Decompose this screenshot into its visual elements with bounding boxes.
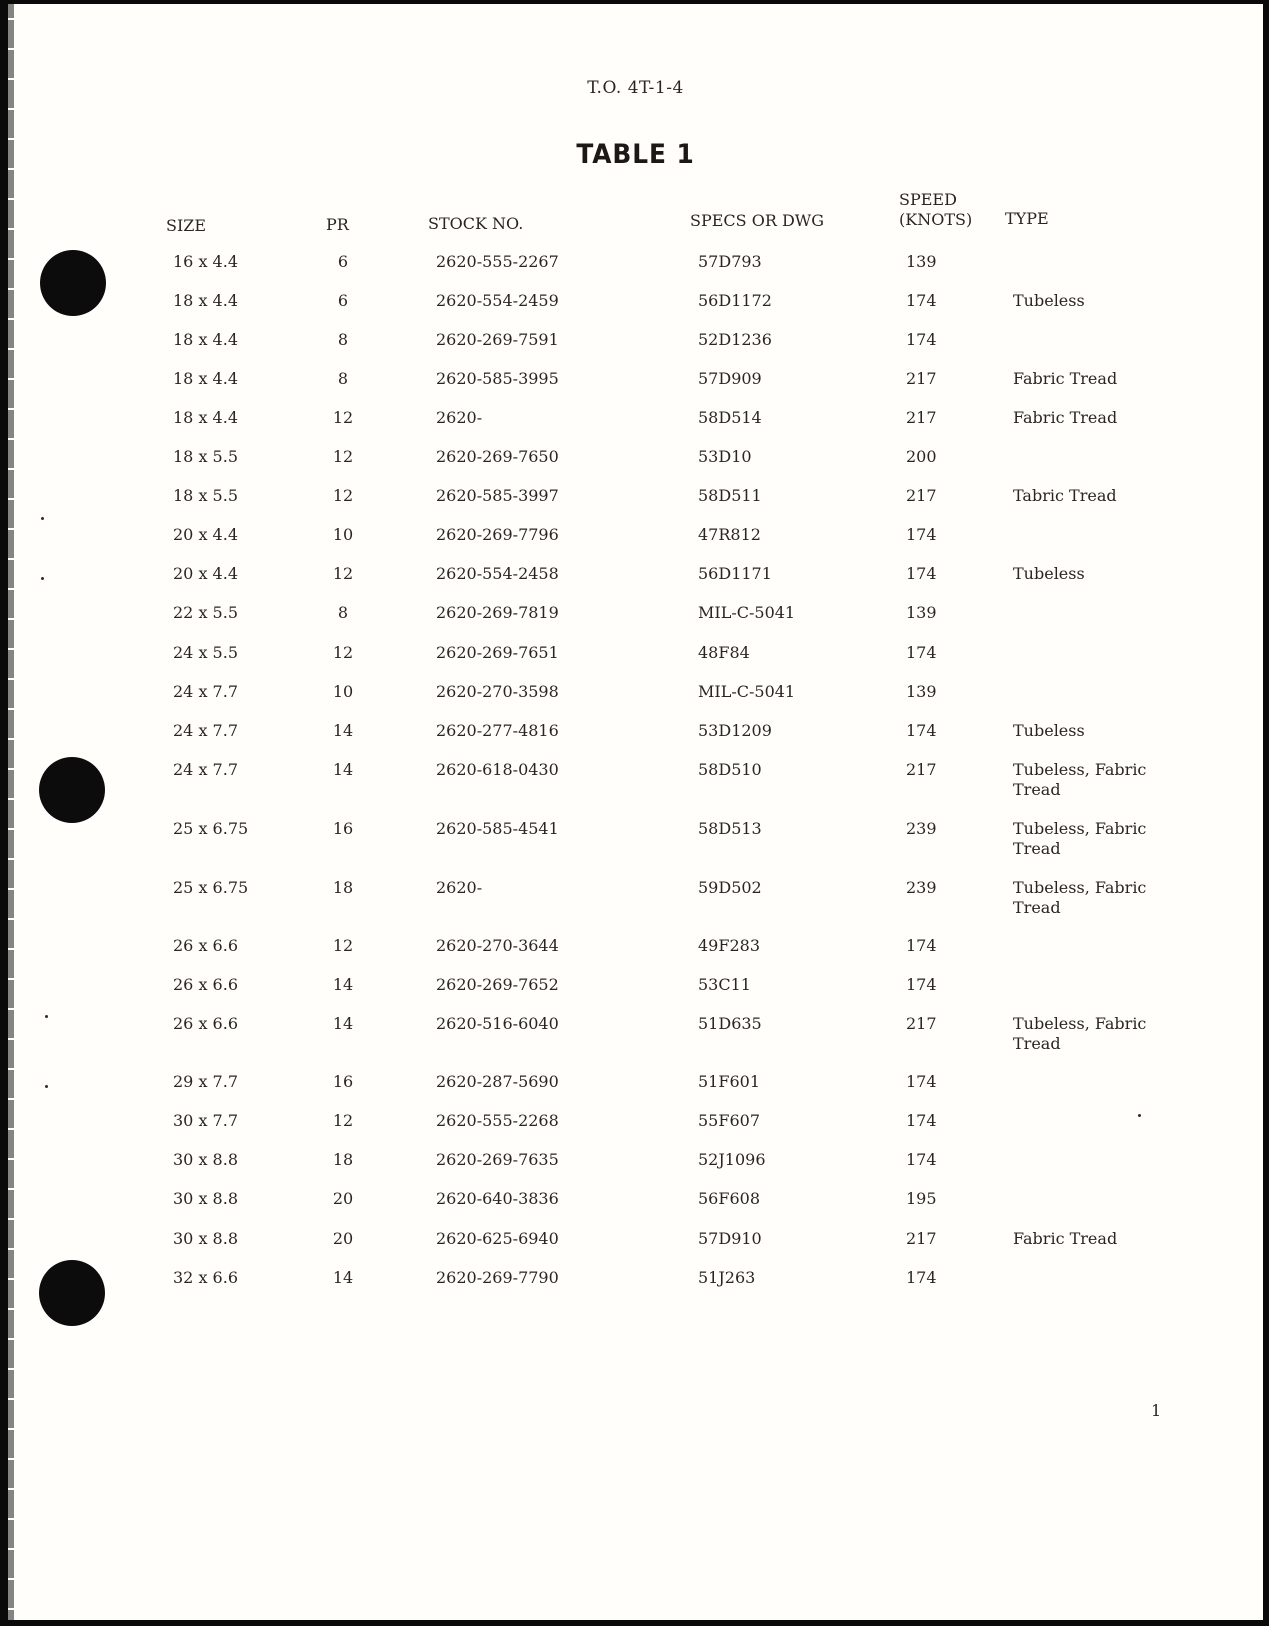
cell-speed: 174 [906, 643, 937, 662]
cell-pr: 14 [332, 721, 354, 740]
cell-stock-no: 2620-269-7650 [436, 447, 559, 466]
column-header-speed-line2: (KNOTS) [899, 210, 973, 229]
cell-speed: 139 [906, 252, 937, 271]
cell-type: Tabric Tread [1013, 486, 1117, 505]
cell-spec: 57D909 [698, 369, 762, 388]
cell-pr: 8 [337, 330, 349, 349]
cell-pr: 10 [332, 525, 354, 544]
cell-pr: 14 [332, 1014, 354, 1033]
cell-stock-no: 2620-269-7635 [436, 1150, 559, 1169]
cell-spec: 53D1209 [698, 721, 772, 740]
cell-spec: 52J1096 [698, 1150, 766, 1169]
tire-table [8, 4, 1263, 1620]
cell-size: 25 x 6.75 [173, 878, 249, 897]
cell-pr: 6 [337, 252, 349, 271]
cell-type: Tubeless, Fabric Tread [1013, 760, 1147, 799]
cell-type: Tubeless [1013, 291, 1085, 310]
cell-type: Tubeless [1013, 721, 1085, 740]
cell-pr: 18 [332, 878, 354, 897]
cell-size: 18 x 4.4 [173, 330, 238, 349]
cell-pr: 12 [332, 486, 354, 505]
cell-size: 18 x 4.4 [173, 369, 238, 388]
cell-spec: 58D511 [698, 486, 762, 505]
cell-size: 30 x 8.8 [173, 1150, 238, 1169]
cell-stock-no: 2620-516-6040 [436, 1014, 559, 1033]
cell-type: Fabric Tread [1013, 369, 1118, 388]
cell-size: 20 x 4.4 [173, 525, 238, 544]
cell-pr: 8 [337, 603, 349, 622]
cell-speed: 174 [906, 936, 937, 955]
cell-spec: 48F84 [698, 643, 750, 662]
cell-stock-no: 2620-269-7790 [436, 1268, 559, 1287]
cell-stock-no: 2620-618-0430 [436, 760, 559, 779]
cell-stock-no: 2620-555-2267 [436, 252, 559, 271]
cell-size: 30 x 8.8 [173, 1189, 238, 1208]
cell-speed: 174 [906, 525, 937, 544]
cell-stock-no: 2620-269-7819 [436, 603, 559, 622]
cell-size: 25 x 6.75 [173, 819, 249, 838]
cell-spec: 52D1236 [698, 330, 772, 349]
cell-pr: 12 [332, 936, 354, 955]
cell-pr: 14 [332, 760, 354, 779]
cell-pr: 12 [332, 408, 354, 427]
cell-speed: 217 [906, 760, 937, 779]
cell-spec: 58D514 [698, 408, 762, 427]
column-header-stock-no: STOCK NO. [428, 214, 524, 233]
cell-stock-no: 2620-640-3836 [436, 1189, 559, 1208]
cell-spec: 47R812 [698, 525, 761, 544]
cell-speed: 195 [906, 1189, 937, 1208]
cell-size: 22 x 5.5 [173, 603, 238, 622]
cell-stock-no: 2620-269-7651 [436, 643, 559, 662]
cell-speed: 174 [906, 291, 937, 310]
cell-stock-no: 2620-269-7591 [436, 330, 559, 349]
cell-spec: 57D793 [698, 252, 762, 271]
cell-type: Tubeless [1013, 564, 1085, 583]
cell-size: 24 x 7.7 [173, 682, 238, 701]
column-header-speed [899, 190, 972, 230]
cell-size: 26 x 6.6 [173, 975, 238, 994]
cell-speed: 217 [906, 1229, 937, 1248]
cell-speed: 200 [906, 447, 937, 466]
cell-speed: 174 [906, 1150, 937, 1169]
cell-pr: 20 [332, 1229, 354, 1248]
cell-pr: 12 [332, 447, 354, 466]
cell-pr: 16 [332, 1072, 354, 1091]
column-header-pr: PR [326, 215, 349, 234]
cell-size: 24 x 7.7 [173, 760, 238, 779]
cell-speed: 217 [906, 369, 937, 388]
cell-type: Tubeless, Fabric Tread [1013, 819, 1147, 858]
cell-stock-no: 2620-554-2458 [436, 564, 559, 583]
cell-pr: 6 [337, 291, 349, 310]
cell-speed: 174 [906, 1268, 937, 1287]
column-header-type: TYPE [1005, 209, 1049, 228]
cell-pr: 18 [332, 1150, 354, 1169]
cell-stock-no: 2620-270-3598 [436, 682, 559, 701]
cell-speed: 217 [906, 408, 937, 427]
cell-pr: 12 [332, 1111, 354, 1130]
cell-type: Tubeless, Fabric Tread [1013, 878, 1147, 917]
cell-speed: 174 [906, 564, 937, 583]
cell-stock-no: 2620-585-3997 [436, 486, 559, 505]
cell-size: 24 x 5.5 [173, 643, 238, 662]
cell-spec: 49F283 [698, 936, 760, 955]
cell-spec: 57D910 [698, 1229, 762, 1248]
page-number: 1 [1151, 1401, 1162, 1420]
column-header-size: SIZE [166, 216, 207, 235]
cell-size: 20 x 4.4 [173, 564, 238, 583]
cell-stock-no: 2620-555-2268 [436, 1111, 559, 1130]
cell-size: 30 x 7.7 [173, 1111, 238, 1130]
cell-stock-no: 2620-585-4541 [436, 819, 559, 838]
cell-size: 18 x 5.5 [173, 486, 238, 505]
cell-size: 32 x 6.6 [173, 1268, 238, 1287]
cell-spec: 56F608 [698, 1189, 760, 1208]
cell-stock-no: 2620-625-6940 [436, 1229, 559, 1248]
cell-pr: 8 [337, 369, 349, 388]
cell-speed: 174 [906, 975, 937, 994]
cell-spec: 58D510 [698, 760, 762, 779]
cell-stock-no: 2620-277-4816 [436, 721, 559, 740]
cell-spec: 59D502 [698, 878, 762, 897]
cell-size: 24 x 7.7 [173, 721, 238, 740]
cell-pr: 16 [332, 819, 354, 838]
cell-speed: 139 [906, 603, 937, 622]
cell-spec: 56D1172 [698, 291, 772, 310]
cell-size: 18 x 4.4 [173, 408, 238, 427]
table-title: TABLE 1 [576, 139, 695, 170]
cell-stock-no: 2620- [436, 408, 483, 427]
cell-spec: 53C11 [698, 975, 751, 994]
cell-size: 18 x 5.5 [173, 447, 238, 466]
cell-speed: 174 [906, 330, 937, 349]
cell-stock-no: 2620-269-7652 [436, 975, 559, 994]
cell-stock-no: 2620-269-7796 [436, 525, 559, 544]
cell-spec: MIL-C-5041 [698, 682, 796, 701]
cell-spec: 51D635 [698, 1014, 762, 1033]
cell-spec: 55F607 [698, 1111, 760, 1130]
cell-pr: 14 [332, 1268, 354, 1287]
cell-pr: 10 [332, 682, 354, 701]
cell-pr: 12 [332, 564, 354, 583]
cell-pr: 20 [332, 1189, 354, 1208]
cell-type: Fabric Tread [1013, 408, 1118, 427]
cell-size: 26 x 6.6 [173, 936, 238, 955]
column-header-speed-line1: SPEED [899, 190, 957, 209]
cell-speed: 174 [906, 1072, 937, 1091]
cell-type: Tubeless, Fabric Tread [1013, 1014, 1147, 1053]
cell-type: Fabric Tread [1013, 1229, 1118, 1248]
cell-size: 30 x 8.8 [173, 1229, 238, 1248]
cell-pr: 12 [332, 643, 354, 662]
cell-stock-no: 2620-287-5690 [436, 1072, 559, 1091]
cell-size: 16 x 4.4 [173, 252, 238, 271]
cell-stock-no: 2620-554-2459 [436, 291, 559, 310]
document-page [8, 4, 1263, 1620]
cell-speed: 174 [906, 1111, 937, 1130]
cell-spec: 56D1171 [698, 564, 772, 583]
cell-spec: 58D513 [698, 819, 762, 838]
cell-stock-no: 2620-585-3995 [436, 369, 559, 388]
cell-spec: MIL-C-5041 [698, 603, 796, 622]
cell-size: 18 x 4.4 [173, 291, 238, 310]
cell-spec: 51F601 [698, 1072, 760, 1091]
document-number: T.O. 4T-1-4 [587, 78, 684, 98]
cell-spec: 51J263 [698, 1268, 756, 1287]
cell-size: 26 x 6.6 [173, 1014, 238, 1033]
cell-size: 29 x 7.7 [173, 1072, 238, 1091]
cell-stock-no: 2620-270-3644 [436, 936, 559, 955]
cell-speed: 217 [906, 1014, 937, 1033]
cell-speed: 239 [906, 878, 937, 897]
cell-spec: 53D10 [698, 447, 752, 466]
cell-speed: 239 [906, 819, 937, 838]
cell-pr: 14 [332, 975, 354, 994]
column-header-specs: SPECS OR DWG [690, 211, 824, 230]
cell-speed: 217 [906, 486, 937, 505]
cell-speed: 174 [906, 721, 937, 740]
cell-stock-no: 2620- [436, 878, 483, 897]
cell-speed: 139 [906, 682, 937, 701]
